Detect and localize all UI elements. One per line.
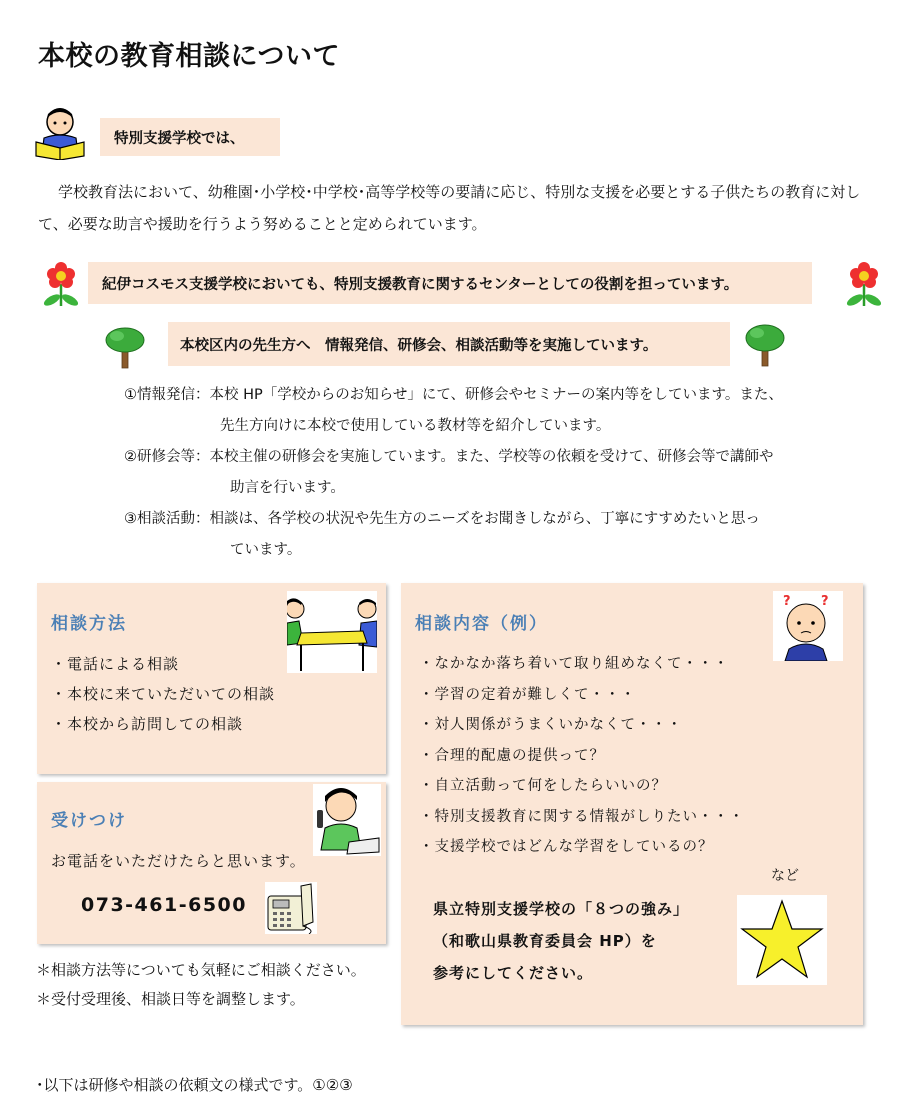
note-line: ＊相談方法等についても気軽にご相談ください。 xyxy=(36,961,366,979)
reading-child-icon xyxy=(30,104,88,160)
svg-text:?: ? xyxy=(783,594,791,609)
panel-title: 受けつけ xyxy=(51,811,127,831)
list-item: ・支援学校ではどんな学習をしているの？ xyxy=(419,839,714,855)
consultation-method-panel xyxy=(37,583,386,774)
reception-panel xyxy=(37,782,386,944)
list-item: ・対人関係がうまくいかなくて・・・ xyxy=(419,717,683,733)
page-title: 本校の教育相談について xyxy=(38,41,340,72)
activity-text: 本校主催の研修会を実施しています。また、学校等の依頼を受けて、研修会等で講師や xyxy=(209,449,774,465)
meeting-people-icon xyxy=(287,591,377,673)
footer-note: ･以下は研修や相談の依頼文の様式です。①②③ xyxy=(36,1076,353,1094)
panel-title: 相談内容（例） xyxy=(415,614,548,634)
list-item: ・学習の定着が難しくて・・・ xyxy=(419,686,636,703)
activity-text-cont: 先生方向けに本校で使用している教材等を紹介しています。 xyxy=(220,418,611,434)
banner-center-role: 紀伊コスモス支援学校においても、特別支援教育に関するセンターとしての役割を担っています。 xyxy=(88,262,812,304)
list-item: ・合理的配慮の提供って？ xyxy=(419,747,605,764)
reception-text: お電話をいただけたらと思います。 xyxy=(51,852,306,870)
reference-line: 県立特別支援学校の「８つの強み」 xyxy=(433,900,690,918)
star-icon xyxy=(737,895,827,985)
telephone-icon xyxy=(265,882,317,934)
activity-text-cont: 助言を行います。 xyxy=(230,480,345,496)
activity-label: ①情報発信： xyxy=(124,387,210,403)
intro-paragraph: 学校教育法において、幼稚園･小学校･中学校･高等学校等の要請に応じ、特別な支援を必要とする子供たちの教育に対して、必要な助言や援助を行うよう努めることと定められています。 xyxy=(38,183,861,233)
list-item: ・本校から訪問しての相談 xyxy=(51,715,244,733)
banner-teachers: 本校区内の先生方へ 情報発信、研修会、相談活動等を実施しています。 xyxy=(168,322,730,366)
reference-line: 参考にしてください。 xyxy=(433,964,594,982)
confused-child-icon xyxy=(773,591,843,661)
activity-text: 本校 HP「学校からのお知らせ」にて、研修会やセミナーの案内等をしています。また、 xyxy=(209,387,783,403)
note-line: ＊受付受理後、相談日等を調整します。 xyxy=(36,990,305,1008)
reference-line: （和歌山県教育委員会 HP）を xyxy=(433,932,657,950)
tree-icon xyxy=(744,322,786,368)
etc-label: など xyxy=(771,868,799,884)
activity-item-consult xyxy=(124,504,864,566)
flower-icon xyxy=(40,262,82,308)
phone-call-icon xyxy=(313,784,381,856)
consultation-content-panel xyxy=(401,583,863,1025)
activity-item-training xyxy=(124,442,864,504)
activity-item-info xyxy=(124,380,864,442)
activity-text-cont: ています。 xyxy=(230,542,302,558)
svg-text:?: ? xyxy=(821,594,829,609)
list-item: ・電話による相談 xyxy=(51,655,180,673)
list-item: ・なかなか落ち着いて取り組めなくて・・・ xyxy=(419,656,729,672)
activity-label: ③相談活動： xyxy=(124,511,210,527)
activity-label: ②研修会等： xyxy=(124,449,210,465)
banner-special-support: 特別支援学校では、 xyxy=(100,118,280,156)
list-item: ・特別支援教育に関する情報がしりたい・・・ xyxy=(419,808,745,825)
tree-icon xyxy=(104,326,146,370)
panel-title: 相談方法 xyxy=(51,614,127,634)
list-item: ・本校に来ていただいての相談 xyxy=(51,685,276,703)
list-item: ・自立活動って何をしたらいいの？ xyxy=(419,778,667,794)
flower-icon xyxy=(843,262,885,308)
phone-number: 073-461-6500 xyxy=(81,894,247,916)
activity-text: 相談は、各学校の状況や先生方のニーズをお聞きしながら、丁寧にすすめたいと思っ xyxy=(209,511,760,527)
